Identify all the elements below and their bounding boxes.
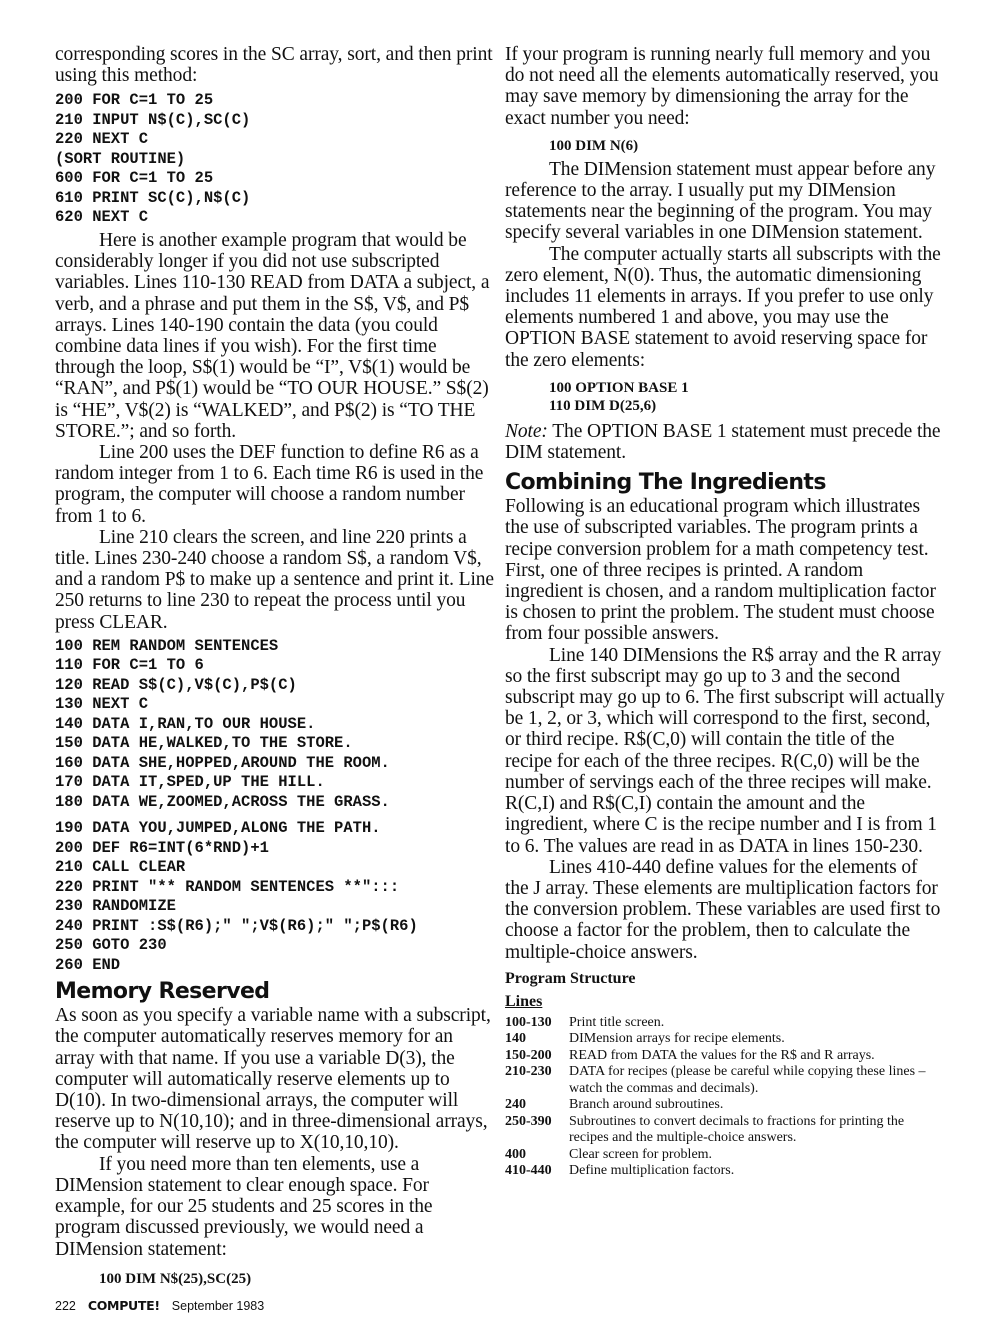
body-paragraph: If your program is running nearly full memory and you do not need all the elements automatically reserved, you may save memory by dimensioning the array for the exact number you need:	[505, 44, 939, 129]
code-line: 220 NEXT C	[55, 130, 149, 149]
body-paragraph: Following is an educational program which illustrates the use of subscripted variables. The program prints a recipe conversion problem for a math competency test. First, one of three recipes is printed. A random ingredient is chosen, and a random multiplication factor is chosen to print the problem. The student must choose from four possible answers.	[505, 496, 936, 645]
code-line: (SORT ROUTINE)	[55, 149, 186, 168]
code-line: 620 NEXT C	[55, 208, 149, 227]
body-paragraph: If you need more than ten elements, use a DIMension statement to clear enough space. For example, for our 25 students and 25 scores in the program discussed previously, we would need a DIMension statement:	[55, 1153, 433, 1260]
code-line: 240 PRINT :S$(R6);" ";V$(R6);" ";P$(R6)	[55, 916, 418, 935]
structure-desc: Subroutines to convert decimals to fractions for printing the recipes and the multiple-choice answers.	[569, 1113, 905, 1146]
structure-lines: 240	[505, 1097, 526, 1113]
code-line: 210 INPUT N$(C),SC(C)	[55, 110, 251, 129]
structure-desc: DATA for recipes (please be careful while copying these lines – watch the commas and decimals).	[569, 1064, 926, 1096]
code-line: 260 END	[55, 955, 121, 974]
structure-row	[505, 1163, 945, 1180]
note-text: The OPTION BASE 1 statement must precede the DIM statement.	[505, 420, 941, 464]
page-number: 222	[55, 1299, 76, 1313]
structure-row	[505, 1114, 945, 1147]
body-paragraph: The DIMension statement must appear before any reference to the array. I usually put my DIMension statements near the beginning of the program. You may specify several variables in one DIMension statement.	[505, 158, 936, 244]
code-option-base: 100 OPTION BASE 1	[549, 379, 689, 396]
right-column	[505, 44, 945, 1180]
code-line: 230 RANDOMIZE	[55, 897, 176, 916]
code-line: 250 GOTO 230	[55, 936, 167, 955]
structure-lines: 400	[505, 1146, 526, 1162]
structure-row	[505, 1147, 945, 1164]
structure-lines: 410-440	[505, 1163, 552, 1179]
code-line: 200 FOR C=1 TO 25	[55, 91, 214, 110]
code-line: 210 CALL CLEAR	[55, 858, 186, 877]
body-paragraph: As soon as you specify a variable name with a subscript, the computer automatically reserves memory for an array with that name. If you use a variable D(3), the computer will automatically reserve elements up to D(10). In two-dimensional arrays, the computer will reserve up to N(10,10); and in three-dimensional arrays, the computer will reserve up to X(10,10,10).	[55, 1005, 491, 1154]
code-line: 180 DATA WE,ZOOMED,ACROSS THE GRASS.	[55, 792, 390, 811]
code-line: 150 DATA HE,WALKED,TO THE STORE.	[55, 734, 353, 753]
structure-lines: 140	[505, 1031, 526, 1047]
structure-desc: Branch around subroutines.	[569, 1097, 724, 1113]
structure-lines: 210-230	[505, 1064, 552, 1080]
structure-row	[505, 1015, 945, 1032]
code-line: 100 REM RANDOM SENTENCES	[55, 636, 279, 655]
body-paragraph: Line 210 clears the screen, and line 220 prints a title. Lines 230-240 choose a random S$, a random V$, and a random P$ to make up a sentence and print it. Line 250 returns to line 230 to repeat the process until you press CLEAR.	[55, 526, 494, 633]
structure-row	[505, 1031, 945, 1048]
structure-row	[505, 1064, 945, 1097]
code-line: 140 DATA I,RAN,TO OUR HOUSE.	[55, 714, 316, 733]
body-paragraph: Line 200 uses the DEF function to define R6 as a random integer from 1 to 6. Each time R6 is used in the program, the computer will choose a random number from 1 to 6.	[55, 441, 484, 527]
lines-column-heading: Lines	[505, 992, 543, 1010]
structure-lines: 250-390	[505, 1113, 552, 1129]
code-line: 200 DEF R6=INT(6*RND)+1	[55, 838, 269, 857]
program-structure-table	[505, 1015, 945, 1180]
issue-date: September 1983	[171, 1299, 265, 1313]
structure-desc: Define multiplication factors.	[569, 1163, 735, 1179]
body-paragraph: Lines 410-440 define values for the elements of the J array. These elements are multiplication factors for the conversion problem. These variables are used first to choose a factor for the problem, then to calculate the multiple-choice answers.	[505, 856, 941, 963]
code-dim-d: 110 DIM D(25,6)	[549, 397, 657, 414]
code-line: 130 NEXT C	[55, 695, 149, 714]
code-dim-statement: 100 DIM N$(25),SC(25)	[99, 1270, 252, 1287]
structure-desc: Print title screen.	[569, 1014, 665, 1030]
section-heading-memory-reserved: Memory Reserved	[55, 979, 270, 1005]
note-paragraph	[505, 421, 945, 463]
code-line: 600 FOR C=1 TO 25	[55, 169, 214, 188]
code-line: 170 DATA IT,SPED,UP THE HILL.	[55, 773, 325, 792]
structure-lines: 100-130	[505, 1014, 552, 1030]
code-line: 610 PRINT SC(C),N$(C)	[55, 188, 251, 207]
code-line: 160 DATA SHE,HOPPED,AROUND THE ROOM.	[55, 753, 390, 772]
body-paragraph: Here is another example program that would be considerably longer if you did not use subscripted variables. Lines 110-130 READ from DATA a subject, a verb, and a phrase and put them in the S$, V$, and P$ arrays. Lines 140-190 contain the data (you could combine data lines if you wish). For the first time through the loop, S$(1) would be “I”, V$(1) would be “RAN”, and P$(1) would be “TO OUR HOUSE.” S$(2) is “HE”, V$(2) is “WALKED”, and P$(2) is “TO THE STORE.”; and so forth.	[55, 229, 490, 442]
structure-desc: Clear screen for problem.	[569, 1146, 713, 1162]
structure-row	[505, 1048, 945, 1065]
left-column	[55, 44, 495, 1288]
intro-paragraph: corresponding scores in the SC array, sort, and then print using this method:	[55, 44, 493, 87]
code-line: 110 FOR C=1 TO 6	[55, 656, 204, 675]
code-listing-random-sentences	[55, 637, 495, 976]
body-paragraph: The computer actually starts all subscripts with the zero element, N(0). Thus, the automatic dimensioning includes 11 elements in arrays. If you prefer to use only elements numbered 1 and above, you may use the OPTION BASE statement to avoid reserving space for the zero elements:	[505, 243, 941, 371]
section-heading-combining: Combining The Ingredients	[505, 470, 826, 496]
note-label: Note:	[505, 420, 548, 442]
structure-desc: READ from DATA the values for the R$ and R arrays.	[569, 1047, 875, 1063]
structure-lines: 150-200	[505, 1047, 552, 1063]
magazine-name: COMPUTE!	[87, 1298, 160, 1313]
structure-row	[505, 1097, 945, 1114]
code-dim-n6: 100 DIM N(6)	[549, 137, 639, 154]
code-line: 220 PRINT "** RANDOM SENTENCES **":::	[55, 877, 400, 896]
code-line: 120 READ S$(C),V$(C),P$(C)	[55, 675, 297, 694]
body-paragraph: Line 140 DIMensions the R$ array and the R array so the first subscript may go up to 3 and the second subscript may go up to 6. The first subscript will actually be 1, 2, or 3, which will correspond to the first, second, or third recipe. R$(C,0) will contain the title of the recipe for each of the three recipes. R(C,0) will be the number of servings each of the three recipes will make. R(C,I) and R$(C,I) contain the amount and the ingredient, where C is the recipe number and I is from 1 to 6. The values are read in as DATA in lines 150-230.	[505, 644, 945, 857]
program-structure-heading: Program Structure	[505, 969, 636, 987]
structure-desc: DIMension arrays for recipe elements.	[569, 1031, 785, 1047]
page-footer	[55, 1299, 264, 1313]
code-line: 190 DATA YOU,JUMPED,ALONG THE PATH.	[55, 819, 381, 838]
code-listing-sort	[55, 91, 495, 228]
